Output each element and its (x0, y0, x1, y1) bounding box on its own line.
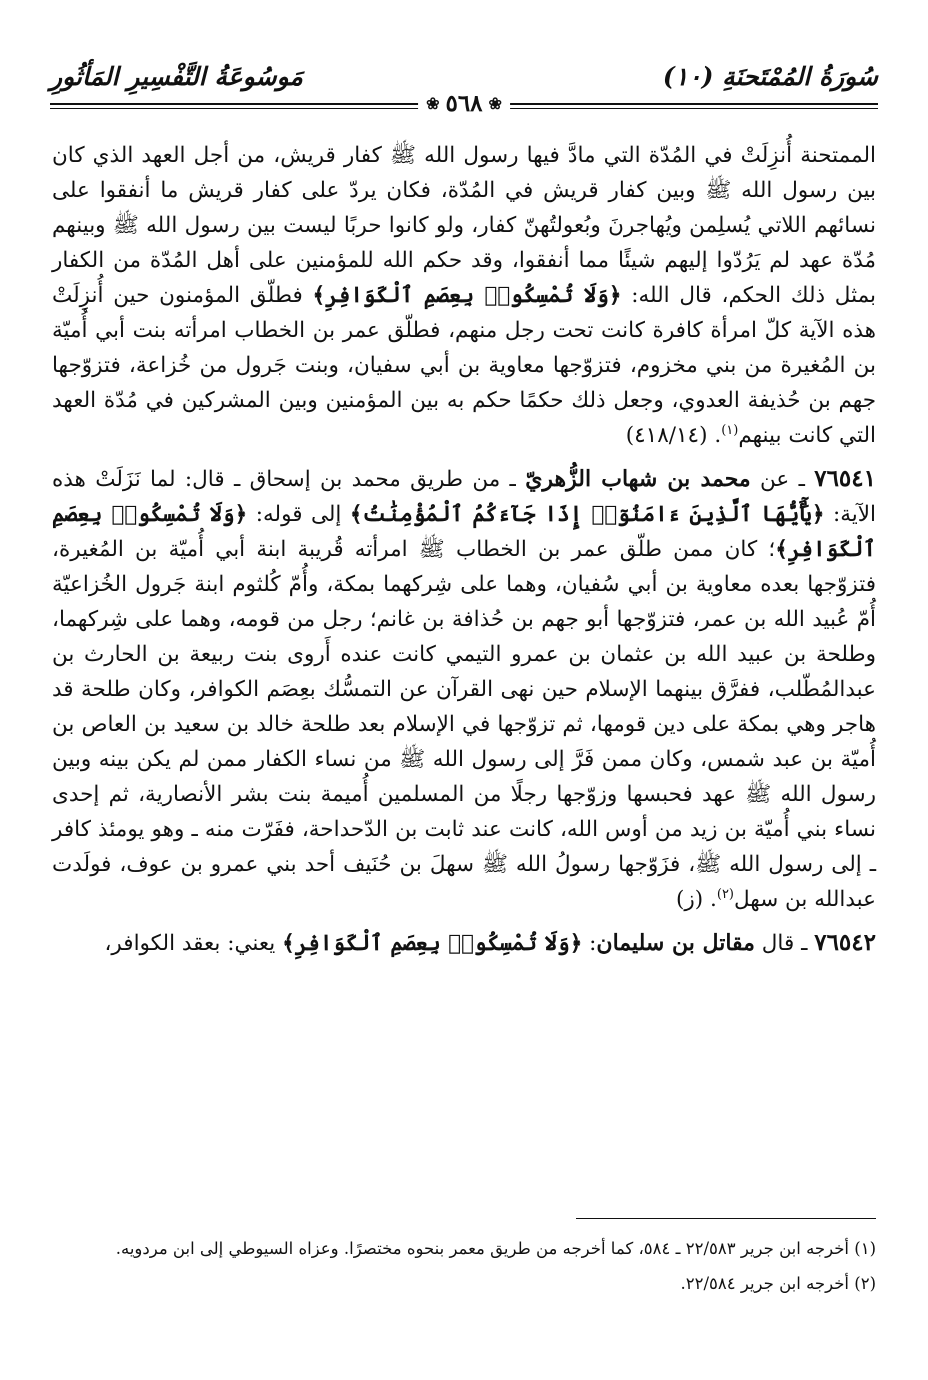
paragraph-text: ؛ كان ممن طلّق عمر بن الخطاب ﷺ امرأته قُريبة ابنة أبي أُميّة بن المُغيرة، فتزوّجها بعده معاوية بن أبي سُفيان، وهما على شِركهما بمكة، وأُمّ كُلثوم ابنة جَرول الخُزاعيّة أُمّ عُبيد الله بن عمر، فتزوّجها أبو جهم بن حُذافة بن غانم؛ رجل من قومه، وهما على شِركهما، وطلحة بن عبيد الله بن عثمان بن عمرو التيمي كانت عنده أَروى بنت ربيعة بن الحارث بن عبدالمُطّلب، ففرَّق بينهما الإسلام حين نهى القرآن عن التمسُّك بعِصَم الكوافر، وكان طلحة قد هاجر وهي بمكة على دين قومها، ثم تزوّجها في الإسلام بعد طلحة خالد بن سعيد بن العاص بن أُميّة بن عبد شمس، وكان ممن فَرَّ إلى رسول الله ﷺ من نساء الكفار ممن لم يكن بينه وبين رسول الله ﷺ عهد فحبسها وزوّجها رجلًا من المسلمين أُميمة بنت بشر الأنصارية، ثم إحدى نساء بني أُميّة بن زيد من أوس الله، كانت عند ثابت بن الدّحداحة، ففَرّت منه ـ وهو يومئذ كافر ـ إلى رسول الله ﷺ، فزَوّجها رسولُ الله ﷺ سهلَ بن حُنَيف أحد بني عمرو بن عوف، فولَدت عبدالله بن سهل (52, 537, 876, 912)
footnotes (52, 1234, 876, 1298)
surah-name: سُورَةُ المُمْتَحنَةِ (722, 62, 878, 91)
paragraph (52, 138, 876, 453)
main-text (52, 138, 876, 961)
paragraph-text: ـ من طريق محمد بن إسحاق ـ قال: لما نَزَلَتْ هذه الآية: (52, 467, 877, 527)
entry-number: ٧٦٥٤٢ (814, 929, 876, 956)
source-code: (ز) (676, 887, 704, 912)
page-number-box (418, 90, 510, 117)
paragraph-text: ـ قال (761, 931, 808, 956)
punctuation: . (710, 887, 717, 912)
volume-reference: (٤١٨/١٤) (625, 423, 708, 448)
page-header (50, 58, 878, 117)
quran-verse: ﴿وَلَا تُمْسِكُوا۟ بِعِصَمِ ٱلْكَوَافِرِ﴾ (312, 283, 622, 308)
footnote-separator (576, 1218, 876, 1219)
footnote: (١) أخرجه ابن جرير ٢٢/٥٨٣ ـ ٥٨٤، كما أخرجه من طريق معمر بنحوه مختصرًا. وعزاه السيوطي إلى ابن مردويه. (115, 1239, 876, 1258)
paragraph-text: إلى قوله: (255, 502, 342, 527)
punctuation: . (714, 423, 722, 448)
entry-number: ٧٦٥٤١ (814, 465, 876, 492)
footnote: (٢) أخرجه ابن جرير ٢٢/٥٨٤. (680, 1274, 876, 1293)
paragraph-text: ـ عن (760, 467, 805, 492)
quran-verse: ﴿يَٰٓأَيُّهَا ٱلَّذِينَ ءَامَنُوٓا۟ إِذَا جَآءَكُمُ ٱلْمُؤْمِنَٰتُ﴾ (349, 502, 825, 527)
quran-verse: ﴿وَلَا تُمْسِكُوا۟ بِعِصَمِ ٱلْكَوَافِرِ﴾ (52, 502, 876, 562)
surah-title (663, 62, 878, 91)
paragraph-text: يعني: بعقد الكوافر، (104, 931, 276, 956)
footnote-marker[interactable]: (١) (721, 422, 739, 438)
ornament-icon: ❀ (488, 94, 502, 113)
quran-verse: ﴿وَلَا تُمْسِكُوا۟ بِعِصَمِ ٱلْكَوَافِرِ﴾ (282, 931, 583, 956)
hadith-entry (52, 461, 876, 917)
hadith-entry (52, 925, 876, 961)
paragraph-text: فطلّق المؤمنون حين أُنزِلَتْ هذه الآية كلّ امرأة كافرة كانت تحت رجل منهم، فطلّق عمر بن الخطاب امرأته بنت أبي أُميّة بن المُغيرة من بني مخزوم، فتزوّجها معاوية بن أبي سفيان، وبنت جَرول من خُزاعة، فتزوّجها جهم بن حُذيفة العدوي، وجعل ذلك حكمًا حكم به بين المؤمنين وبين المشركين في مُدّة العهد التي كانت بينهم (52, 283, 876, 448)
narrator-name: مقاتل بن سليمان (596, 930, 755, 956)
book-title: مَوسُوعَةُ التَّفْسِيرِ المَأثُورِ (50, 62, 303, 91)
narrator-name: محمد بن شهاب الزُّهريّ (525, 466, 751, 492)
punctuation: : (589, 931, 597, 956)
ornament-icon: ❀ (426, 94, 440, 113)
paragraph-text: الممتحنة أُنزِلَتْ في المُدّة التي مادَّ فيها رسول الله ﷺ كفار قريش، من أجل العهد الذي كان بين رسول الله ﷺ وبين كفار قريش في المُدّة، فكان يردّ على كفار قريش ما أنفقوا على نسائهم اللاتي يُسلِمن ويُهاجرنَ وبُعولتُهنّ كفار، ولو كانوا حربًا ليست بين رسول الله ﷺ وبينهم مُدّة عهد لم يَرُدّوا إليهم شيئًا مما أنفقوا، وقد حكم الله للمؤمنين على أهل المُدّة من الكفار بمثل ذلك الحكم، قال الله: (52, 143, 876, 308)
footnote-marker[interactable]: (٢) (716, 886, 734, 902)
surah-number: (١٠) (662, 62, 714, 91)
page-number: ٥٦٨ (445, 90, 483, 117)
